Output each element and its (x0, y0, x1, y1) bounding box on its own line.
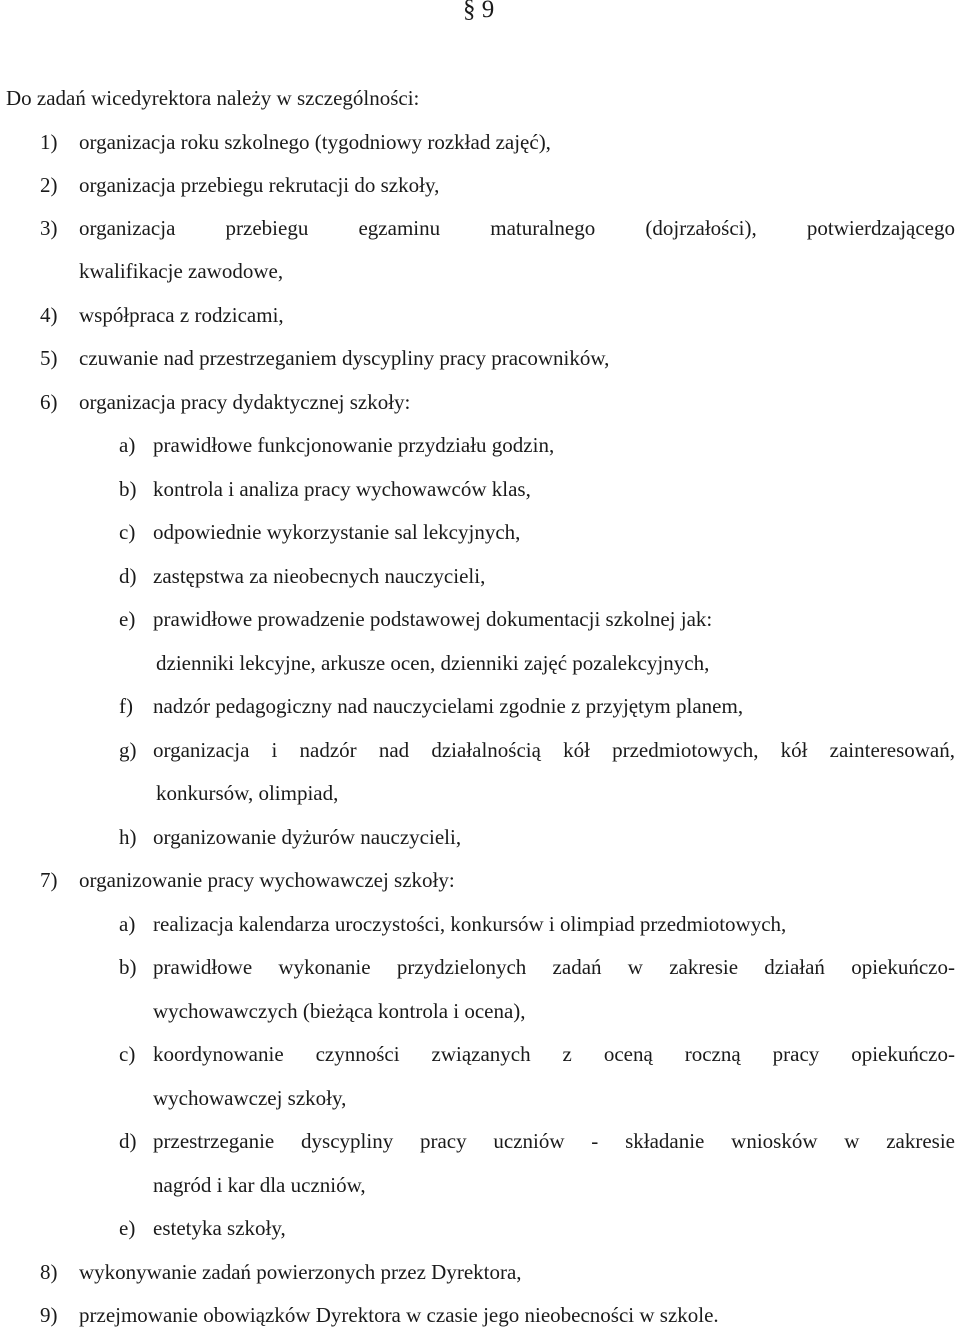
subitem-text: estetyka szkoły, (153, 1216, 286, 1240)
subitem-text: przestrzeganie dyscypliny pracy uczniów - składanie wniosków w zakresie (153, 1129, 955, 1153)
subitem-letter: c) (119, 520, 136, 544)
subitem-letter: d) (119, 1129, 137, 1153)
item-number: 7) (40, 868, 58, 892)
subitem-letter: a) (119, 433, 136, 457)
item-text-continuation: kwalifikacje zawodowe, (79, 259, 284, 283)
subitem-text: organizowanie dyżurów nauczycieli, (153, 825, 462, 849)
section-header: § 9 (463, 0, 495, 23)
subitem-text: koordynowanie czynności związanych z oceną roczną pracy opiekuńczo- (153, 1042, 955, 1066)
item-number: 3) (40, 216, 58, 240)
item-number: 4) (40, 303, 58, 327)
intro-text: Do zadań wicedyrektora należy w szczególności: (6, 86, 420, 110)
subitem-text-continuation: konkursów, olimpiad, (156, 781, 339, 805)
subitem-letter: h) (119, 825, 137, 849)
subitem-text: prawidłowe prowadzenie podstawowej dokumentacji szkolnej jak: (153, 607, 713, 631)
item-number: 1) (40, 130, 58, 154)
subitem-letter: f) (119, 694, 133, 718)
item-text: współpraca z rodzicami, (79, 303, 284, 327)
subitem-text-continuation: nagród i kar dla uczniów, (153, 1173, 366, 1197)
subitem-letter: e) (119, 607, 136, 631)
subitem-text: organizacja i nadzór nad działalnością kół przedmiotowych, kół zainteresowań, (153, 738, 955, 762)
subitem-text: prawidłowe funkcjonowanie przydziału godzin, (153, 433, 555, 457)
subitem-text: realizacja kalendarza uroczystości, konkursów i olimpiad przedmiotowych, (153, 912, 787, 936)
subitem-text-continuation: wychowawczych (bieżąca kontrola i ocena), (153, 999, 526, 1023)
subitem-text: kontrola i analiza pracy wychowawców klas, (153, 477, 531, 501)
item-text: organizacja pracy dydaktycznej szkoły: (79, 390, 411, 414)
subitem-letter: b) (119, 955, 137, 979)
subitem-letter: e) (119, 1216, 136, 1240)
subitem-text: odpowiednie wykorzystanie sal lekcyjnych, (153, 520, 521, 544)
item-text: organizacja przebiegu rekrutacji do szkoły, (79, 173, 440, 197)
subitem-text: nadzór pedagogiczny nad nauczycielami zgodnie z przyjętym planem, (153, 694, 744, 718)
subitem-letter: a) (119, 912, 136, 936)
item-text: organizacja roku szkolnego (tygodniowy rozkład zajęć), (79, 130, 551, 154)
subitem-letter: c) (119, 1042, 136, 1066)
item-text: organizacja przebiegu egzaminu maturalnego (dojrzałości), potwierdzającego (79, 216, 955, 240)
item-text: wykonywanie zadań powierzonych przez Dyrektora, (79, 1260, 522, 1284)
subitem-letter: b) (119, 477, 137, 501)
subitem-text: zastępstwa za nieobecnych nauczycieli, (153, 564, 486, 588)
subitem-text-continuation: dzienniki lekcyjne, arkusze ocen, dzienniki zajęć pozalekcyjnych, (156, 651, 710, 675)
item-text: przejmowanie obowiązków Dyrektora w czasie jego nieobecności w szkole. (79, 1303, 719, 1327)
subitem-text: prawidłowe wykonanie przydzielonych zadań w zakresie działań opiekuńczo- (153, 955, 955, 979)
item-text: organizowanie pracy wychowawczej szkoły: (79, 868, 455, 892)
item-number: 9) (40, 1303, 58, 1327)
item-number: 6) (40, 390, 58, 414)
item-number: 2) (40, 173, 58, 197)
item-number: 8) (40, 1260, 58, 1284)
item-number: 5) (40, 346, 58, 370)
subitem-letter: d) (119, 564, 137, 588)
subitem-letter: g) (119, 738, 137, 762)
item-text: czuwanie nad przestrzeganiem dyscypliny pracy pracowników, (79, 346, 610, 370)
subitem-text-continuation: wychowawczej szkoły, (153, 1086, 347, 1110)
